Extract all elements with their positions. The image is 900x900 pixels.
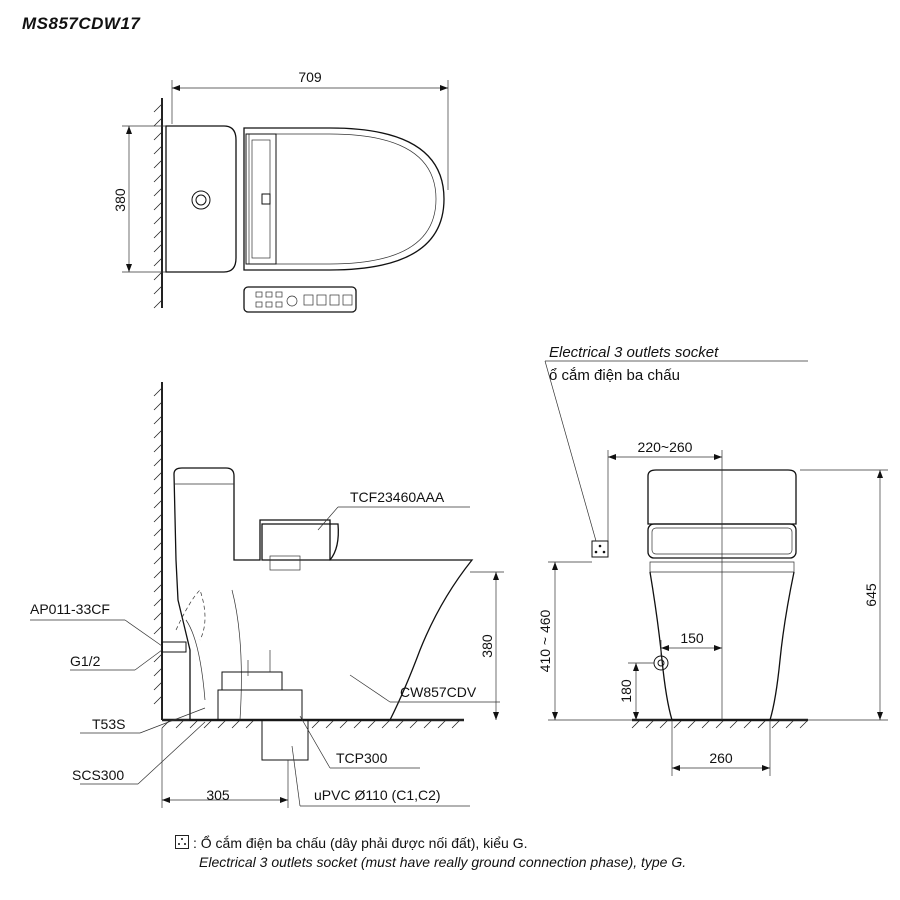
dim-645-label: 645 bbox=[863, 583, 879, 607]
dim-410-460-label: 410 ~ 460 bbox=[537, 609, 553, 673]
socket-label-en: Electrical 3 outlets socket bbox=[549, 344, 719, 361]
front-view bbox=[537, 344, 888, 776]
side-seat bbox=[262, 524, 338, 560]
side-view bbox=[30, 382, 504, 808]
dim-180-label: 180 bbox=[618, 679, 634, 703]
socket-label-vi: ổ cắm điện ba chấu bbox=[549, 367, 680, 384]
legend-line-vi bbox=[175, 834, 686, 853]
top-wall-hatch bbox=[154, 98, 162, 308]
side-toilet-body bbox=[174, 468, 472, 720]
dim-709 bbox=[172, 80, 448, 190]
legend-note-en: Electrical 3 outlets socket (must have really ground connection phase), type G. bbox=[199, 854, 687, 870]
label-g12: G1/2 bbox=[70, 653, 101, 669]
flush-button-icon bbox=[192, 191, 210, 209]
top-seat bbox=[244, 128, 444, 270]
socket-symbol-icon bbox=[175, 835, 189, 849]
side-leaders bbox=[30, 507, 500, 806]
legend-note-vi: : Ổ cắm điện ba chấu (dây phải được nối đất), kiểu G. bbox=[193, 835, 528, 851]
label-t53s: T53S bbox=[92, 716, 126, 732]
model-code: MS857CDW17 bbox=[22, 14, 141, 33]
label-ap011-33cf: AP011-33CF bbox=[30, 601, 110, 617]
valve-icon bbox=[162, 642, 186, 652]
dim-380-side-label: 380 bbox=[479, 634, 495, 658]
dim-380-top-label: 380 bbox=[112, 188, 128, 212]
side-floor-hatch bbox=[162, 720, 464, 728]
top-tank bbox=[166, 126, 236, 272]
dim-260 bbox=[672, 720, 770, 776]
remote-control bbox=[244, 287, 356, 312]
legend bbox=[175, 834, 686, 872]
label-tcp300: TCP300 bbox=[336, 750, 388, 766]
socket-icon bbox=[592, 541, 608, 557]
dim-150-label: 150 bbox=[680, 630, 704, 646]
top-view bbox=[112, 69, 448, 312]
front-floor-hatch bbox=[632, 720, 808, 728]
side-drain bbox=[218, 650, 308, 760]
label-upvc: uPVC Ø110 (C1,C2) bbox=[314, 787, 441, 803]
dim-220-260-label: 220~260 bbox=[637, 439, 693, 455]
dim-709-label: 709 bbox=[298, 69, 322, 85]
label-cw857cdv: CW857CDV bbox=[400, 684, 477, 700]
dim-260-label: 260 bbox=[709, 750, 733, 766]
dim-380-top bbox=[122, 126, 166, 272]
dim-305-label: 305 bbox=[206, 787, 230, 803]
side-wall-hatch bbox=[154, 382, 162, 720]
label-tcf23460aaa: TCF23460AAA bbox=[350, 489, 445, 505]
supply-valve-icon bbox=[654, 656, 668, 670]
label-scs300: SCS300 bbox=[72, 767, 125, 783]
